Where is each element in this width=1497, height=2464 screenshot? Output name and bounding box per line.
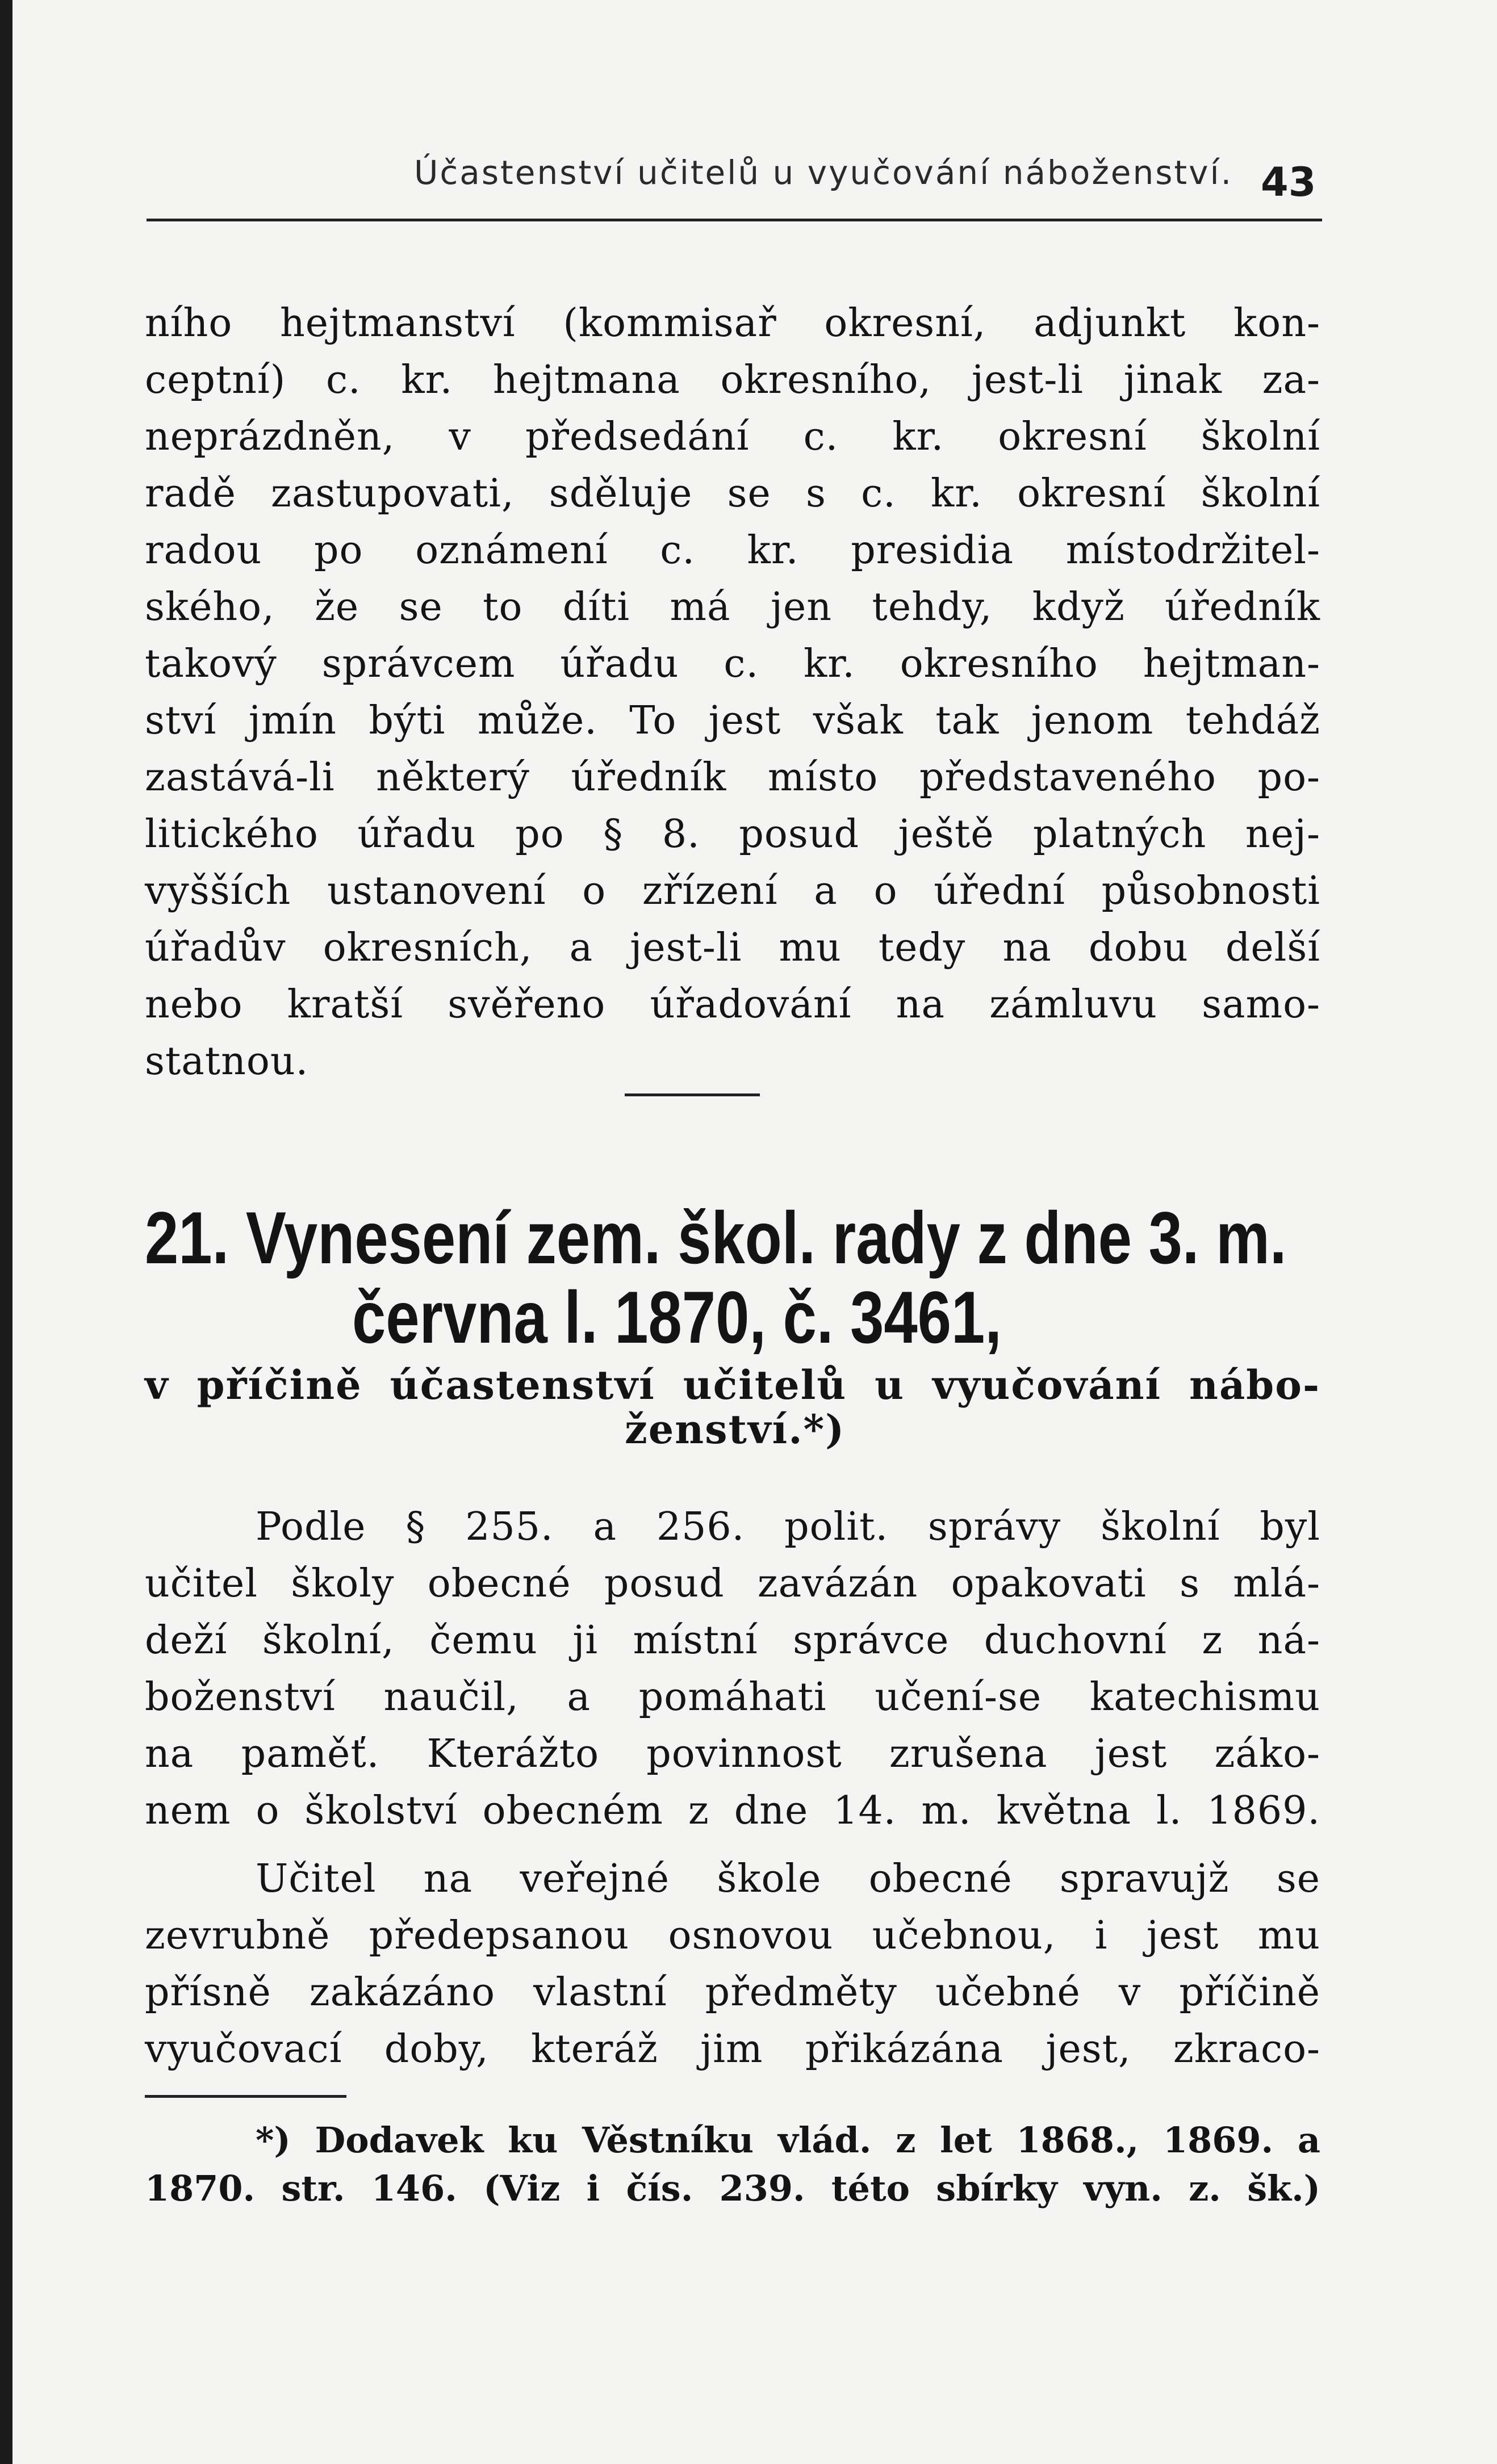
footnote-rule	[145, 2095, 346, 2098]
section-heading: 21. Vynesení zem. škol. rady z dne 3. m.	[145, 1196, 1287, 1279]
paragraph-line: Učitel na veřejné škole obecné spravujž se	[256, 1857, 1320, 1901]
paragraph-line: učitel školy obecné posud zavázán opakovati s mlá-	[145, 1561, 1320, 1606]
body-line: nebo kratší svěřeno úřadování na zámluvu samo-	[145, 982, 1320, 1027]
paragraph-line: nem o školství obecném z dne 14. m. května l. 1869.	[145, 1788, 1320, 1833]
running-title: Účastenství učitelů u vyučování náboženství.	[413, 153, 1233, 192]
body-line: ního hejtmanství (kommisař okresní, adjunkt kon-	[145, 301, 1320, 346]
footnote-line: 1870. str. 146. (Viz i čís. 239. této sbírky vyn. z. šk.)	[145, 2168, 1320, 2209]
body-line: zastává-li některý úředník místo představeného po-	[145, 755, 1320, 800]
body-line: radou po oznámení c. kr. presidia místodržitel-	[145, 528, 1320, 573]
scan-edge	[0, 0, 12, 2464]
body-line: ceptní) c. kr. hejtmana okresního, jest-li jinak za-	[145, 358, 1320, 403]
body-line: vyšších ustanovení o zřízení a o úřední působnosti	[145, 869, 1320, 913]
page-number: 43	[1261, 159, 1316, 206]
section-subheading-cont: ženství.*)	[625, 1406, 846, 1453]
footnote-line: *) Dodavek ku Věstníku vlád. z let 1868., 1869. a	[256, 2119, 1320, 2161]
section-separator	[625, 1093, 760, 1096]
paragraph-line: Podle § 255. a 256. polit. správy školní byl	[256, 1505, 1320, 1549]
body-line: takový správcem úřadu c. kr. okresního hejtman-	[145, 642, 1320, 686]
section-subheading: v příčině účastenství učitelů u vyučování nábo-	[145, 1361, 1320, 1409]
paragraph-line: přísně zakázáno vlastní předměty učebné v příčině	[145, 1970, 1320, 2015]
body-line: radě zastupovati, sděluje se s c. kr. okresní školní	[145, 471, 1320, 516]
section-heading-cont: června l. 1870, č. 3461,	[352, 1276, 1002, 1359]
body-line: ství jmín býti může. To jest však tak jenom tehdáž	[145, 698, 1320, 743]
body-line: úřadův okresních, a jest-li mu tedy na dobu delší	[145, 925, 1320, 970]
body-line: ského, že se to díti má jen tehdy, když úředník	[145, 585, 1320, 630]
body-line: litického úřadu po § 8. posud ještě platných nej-	[145, 812, 1320, 857]
paragraph-line: vyučovací doby, kteráž jim přikázána jest, zkraco-	[145, 2027, 1320, 2072]
paragraph-line: deží školní, čemu ji místní správce duchovní z ná-	[145, 1618, 1320, 1663]
body-line: statnou.	[145, 1039, 309, 1084]
body-line: neprázdněn, v předsedání c. kr. okresní školní	[145, 414, 1320, 459]
header-rule	[147, 219, 1322, 221]
paragraph-line: boženství naučil, a pomáhati učení-se katechismu	[145, 1675, 1320, 1720]
paragraph-line: na paměť. Kterážto povinnost zrušena jest záko-	[145, 1732, 1320, 1776]
paragraph-line: zevrubně předepsanou osnovou učebnou, i jest mu	[145, 1913, 1320, 1958]
